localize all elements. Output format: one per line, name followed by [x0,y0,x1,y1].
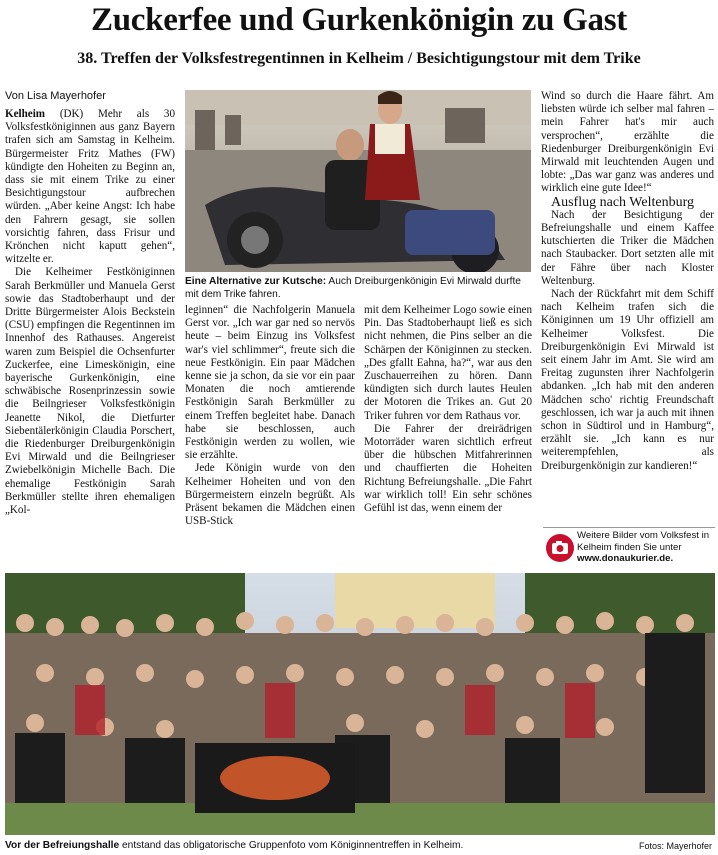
photo-group [5,573,715,835]
paragraph: leginnen“ die Nachfolgerin Manuela Gerst vor. „Ich war gar ned so nervös heute – beim Einzug ins Volksfest war's viel schlimmer“, freute sich die neue Festkönigin. Ein paar Mädchen kenne sie ja schon, da sie vor ein paar Monaten die noch amtierende Festkönigin Sarah Berkmüller zu einem Treffen begleitet habe. Danach habe sie beschlossen, auch Festkönigin werden zu wollen, wie sie erzählte. [185,304,355,462]
paragraph: Wind so durch die Haare fährt. Am liebsten würde ich selber mal fahren – mein Fahrer hat's mir auch versprochen“, erzählte die Riedenburger Dreiburgenkönigin Evi Mirwald mit leuchtenden Augen und lobte: „Das war ganz was anderes und wirklich eine gute Idee!“ [541,90,714,195]
paragraph: Nach der Rückfahrt mit dem Schiff nach Kelheim trafen sich die Königinnen um 19 Uhr offiziell am Kelheimer Volksfest. Die Dreiburgenkönigin Evi Mirwald ist seit einem Jahr im Amt. Sie wird am Freitag zugunsten ihrer Nachfolgerin abdanken. „Ich hab mit den anderen Mädchen scho' richtig Freundschaft geschlossen, ich war ja auch mit ihnen schon in Südtirol und in Hamburg“, erzählt sie. „Ich kann es nur weiterempfehlen, als Dreiburgenkönigin zur kandieren!“ [541,288,714,472]
headline: Zuckerfee und Gurkenkönigin zu Gast [91,2,627,38]
web-promo-link[interactable]: www.donaukurier.de. [577,553,674,564]
photo-trike [185,90,531,272]
web-promo-text: Weitere Bilder vom Volksfest in Kelheim finden Sie unter www.donaukurier.de. [577,530,710,564]
byline: Von Lisa Mayerhofer [5,90,106,102]
paragraph: Kelheim (DK) Mehr als 30 Volksfestköniginnen aus ganz Bayern trafen sich am Samstag in Kelheim. Bürgermeister Fritz Mathes (FW) kündigte den Hoheiten zu Beginn an, dass sie mit einem Trike zu einer Besichtigungstour aufbrechen würden. „Aber keine Angst: Ich habe den Fahrern gesagt, sie sollen vorsichtig fahren, dass Frisur und Krönchen nicht kaputt gehen“, witzelte er. [5,108,175,266]
subheadline: 38. Treffen der Volksfestregentinnen in Kelheim / Besichtigungstour mit dem Trike [77,50,641,67]
photo-group-image [5,573,715,835]
article-column-4 [541,90,714,473]
paragraph: Nach der Besichtigung der Befreiungshalle und einem Kaffee kutschierten die Triker die Mädchen nach Staubacker. Dort setzten alle mit der Fähre über nach Kloster Weltenburg. [541,208,714,287]
web-promo-box [543,527,715,576]
camera-icon [545,533,575,563]
photo-credit: Fotos: Mayerhofer [638,841,712,851]
article-column-2 [185,304,355,528]
paragraph: Die Kelheimer Festköniginnen Sarah Berkmüller und Manuela Gerst sowie das Stadtoberhaupt und der Dritte Bürgermeister Alois Beckstein (CSU) empfingen die Regentinnen im Innenhof des Rathauses. Angereist waren zum Beispiel die Ochsenfurter Zuckerfee, eine Limeskönigin, eine bayerische Gurkenkönigin, eine schwäbische Rosenprinzessin sowie die Beilngrieser Volksfestkönigin Jeanette Nikol, die Dietfurter Siebentälerkönigin Claudia Porschert, die Riedenburger Dreiburgenkönigin Evi Mirwald und die Beilngrieser Zwiebelkönigin Michelle Bach. Die ehemalige Festkönigin Sarah Berkmüller stellte ihren ehemaligen „Kol- [5,266,175,517]
paragraph: mit dem Kelheimer Logo sowie einen Pin. Das Stadtoberhaupt ließ es sich nicht nehmen, die Pins selber an die Schärpen der Königinnen zu stecken. „Des gfallt Eahna, ha?“, war aus den Zuschauerreihen zu hören. Dann kündigten sich durch lautes Heulen der Motoren die Trikes an. Gut 20 Triker fuhren vor dem Rathaus vor. [364,304,532,422]
article-column-1 [5,108,175,517]
photo-trike-image [185,90,531,272]
dateline: Kelheim [5,108,46,120]
photo-trike-caption: Eine Alternative zur Kutsche: Auch Dreiburgenkönigin Evi Mirwald durfte mit dem Trike fahren. [185,276,521,300]
section-subhead: Ausflug nach Weltenburg [551,194,694,210]
paragraph: Jede Königin wurde von den Kelheimer Hoheiten und von den Bürgermeistern einzeln begrüßt. Als Präsent bekamen die Mädchen einen USB-Stick [185,462,355,528]
photo-group-caption: Vor der Befreiungshalle entstand das obligatorische Gruppenfoto vom Königinnentreffen in Kelheim. [5,840,464,851]
article-column-3 [364,304,532,515]
paragraph: Die Fahrer der dreirädrigen Motorräder waren sichtlich erfreut über die hübschen Mitfahrerinnen und chauffierten die Hoheiten Richtung Befreiungshalle. „Die Fahrt war wirklich toll! Ein sehr schönes Gefühl ist das, wenn einem der [364,422,532,515]
